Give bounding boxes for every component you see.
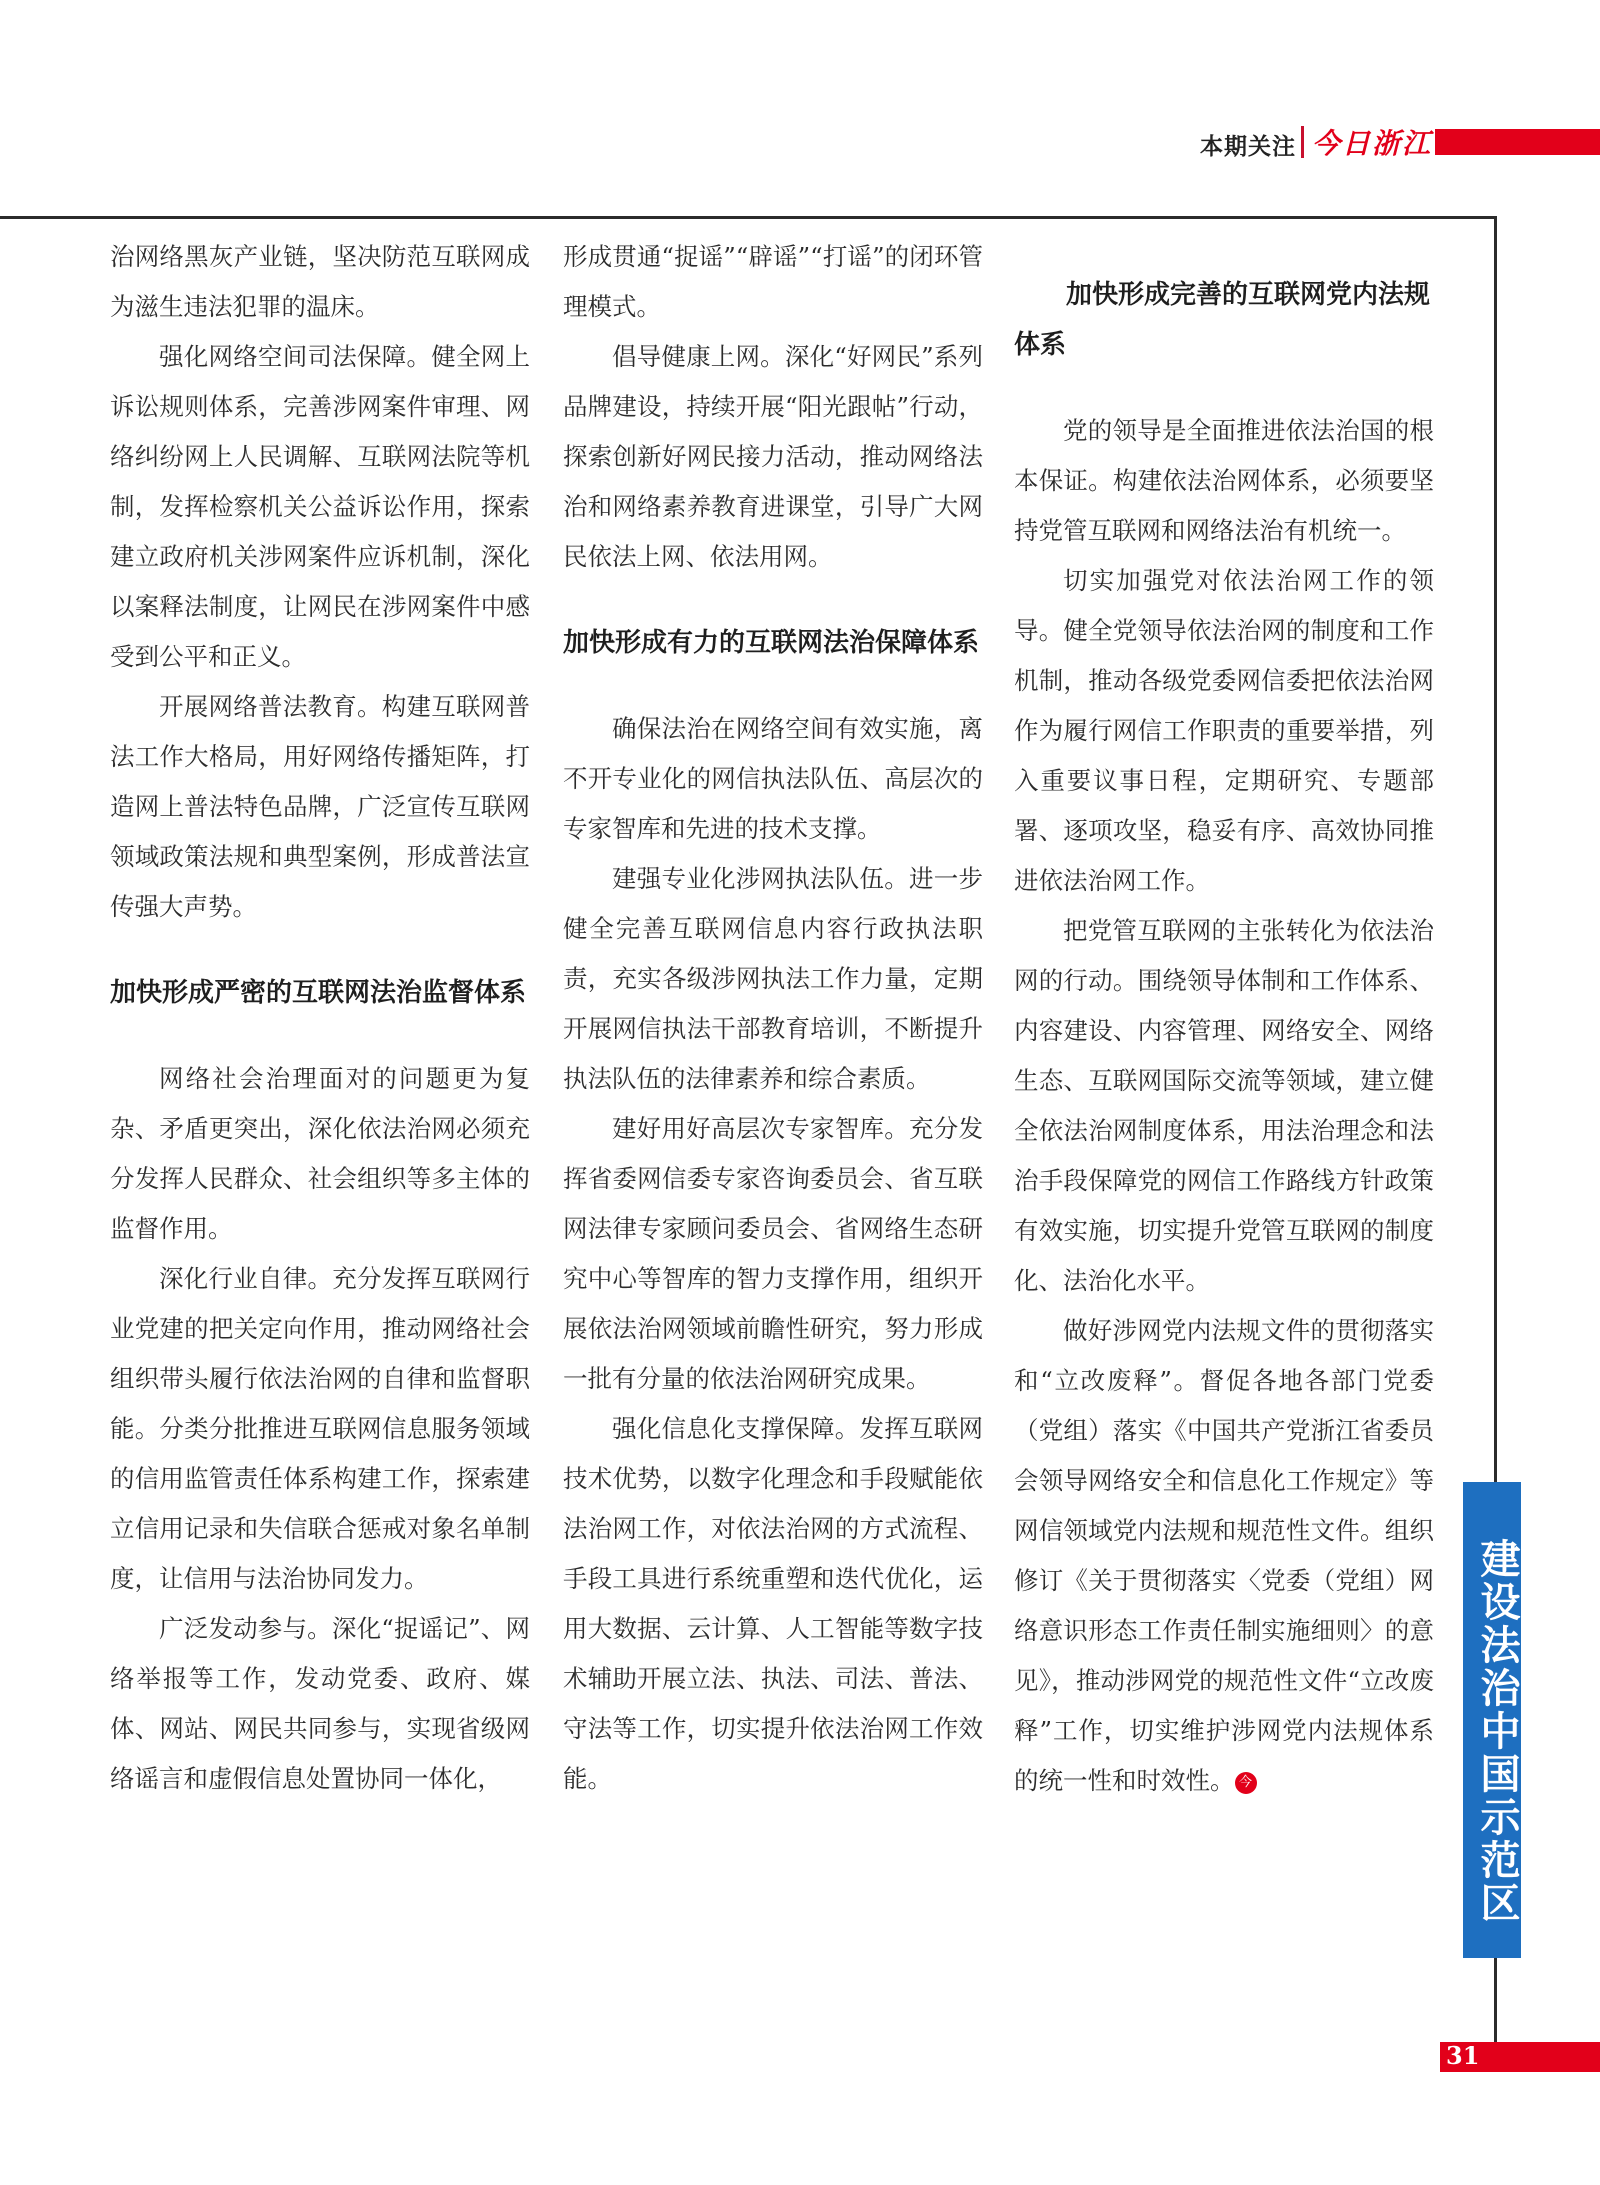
spacer	[1014, 232, 1434, 270]
paragraph-text: 强化网络空间司法保障。健全网上诉讼规则体系，完善涉网案件审理、网络纠纷网上人民调解、互联网法院等机制，发挥检察机关公益诉讼作用，探索建立政府机关涉网案件应诉机制，深化以案释法制度，让网民在涉网案件中感受到公平和正义。	[110, 342, 530, 671]
paragraph-text: 网络社会治理面对的问题更为复杂、矛盾更突出，深化依法治网必须充分发挥人民群众、社会组织等多主体的监督作用。	[110, 1064, 530, 1243]
paragraph	[110, 1254, 530, 1604]
paragraph-text: 做好涉网党内法规文件的贯彻落实和“立改废释”。督促各地各部门党委（党组）落实《中国共产党浙江省委员会领导网络安全和信息化工作规定》等网信领域党内法规和规范性文件。组织修订《关于贯彻落实〈党委（党组）网络意识形态工作责任制实施细则〉的意见》，推动涉网党的规范性文件“立改废释”工作，切实维护涉网党内法规体系的统一性和时效性。	[1014, 1316, 1434, 1795]
page-number: 31	[1446, 2041, 1480, 2070]
spacer	[563, 668, 983, 704]
paragraph-text: 形成贯通“捉谣”“辟谣”“打谣”的闭环管理模式。	[563, 242, 983, 321]
paragraph-text: 治网络黑灰产业链，坚决防范互联网成为滋生违法犯罪的温床。	[110, 242, 530, 321]
frame-top-line	[0, 216, 1497, 219]
article-column-3	[1014, 232, 1434, 1806]
article-column-1	[110, 232, 530, 1804]
spacer	[563, 582, 983, 618]
paragraph	[1014, 556, 1434, 906]
paragraph	[563, 232, 983, 332]
header-divider	[1301, 126, 1304, 158]
paragraph-text: 建好用好高层次专家智库。充分发挥省委网信委专家咨询委员会、省互联网法律专家顾问委员会、省网络生态研究中心等智库的智力支撑作用，组织开展依法治网领域前瞻性研究，努力形成一批有分量的依法治网研究成果。	[563, 1114, 983, 1393]
paragraph	[110, 682, 530, 932]
paragraph	[563, 332, 983, 582]
paragraph-text: 切实加强党对依法治网工作的领导。健全党领导依法治网的制度和工作机制，推动各级党委网信委把依法治网作为履行网信工作职责的重要举措，列入重要议事日程，定期研究、专题部署、逐项攻坚，稳妥有序、高效协同推进依法治网工作。	[1014, 566, 1434, 895]
paragraph	[110, 1604, 530, 1804]
paragraph	[110, 332, 530, 682]
paragraph	[563, 704, 983, 854]
heading-text: 加快形成有力的互联网法治保障体系	[563, 628, 980, 658]
paragraph	[110, 1054, 530, 1254]
paragraph-text: 倡导健康上网。深化“好网民”系列品牌建设，持续开展“阳光跟帖”行动，探索创新好网民接力活动，推动网络法治和网络素养教育进课堂，引导广大网民依法上网、依法用网。	[563, 342, 983, 571]
paragraph	[563, 854, 983, 1104]
spacer	[110, 1018, 530, 1054]
spacer	[1014, 370, 1434, 406]
section-heading	[1014, 270, 1434, 370]
paragraph	[110, 232, 530, 332]
paragraph-text: 深化行业自律。充分发挥互联网行业党建的把关定向作用，推动网络社会组织带头履行依法治网的自律和监督职能。分类分批推进互联网信息服务领域的信用监管责任体系构建工作，探索建立信用记录和失信联合惩戒对象名单制度，让信用与法治协同发力。	[110, 1264, 530, 1593]
paragraph	[1014, 1306, 1434, 1806]
magazine-logo: 今日浙江	[1312, 127, 1433, 160]
spacer	[110, 932, 530, 968]
paragraph-text: 把党管互联网的主张转化为依法治网的行动。围绕领导体制和工作体系、内容建设、内容管理、网络安全、网络生态、互联网国际交流等领域，建立健全依法治网制度体系，用法治理念和法治手段保障党的网信工作路线方针政策有效实施，切实提升党管互联网的制度化、法治化水平。	[1014, 916, 1434, 1295]
paragraph	[563, 1404, 983, 1804]
section-label: 本期关注	[1200, 134, 1296, 160]
section-heading	[563, 618, 983, 668]
paragraph	[563, 1104, 983, 1404]
heading-text: 加快形成完善的互联网党内法规体系	[1014, 280, 1431, 360]
side-banner-title: 建设法治中国示范区	[1463, 1482, 1521, 1958]
paragraph-text: 确保法治在网络空间有效实施，离不开专业化的网信执法队伍、高层次的专家智库和先进的技术支撑。	[563, 714, 983, 843]
end-mark-icon: 今	[1235, 1772, 1257, 1794]
article-column-2	[563, 232, 983, 1804]
paragraph-text: 建强专业化涉网执法队伍。进一步健全完善互联网信息内容行政执法职责，充实各级涉网执法工作力量，定期开展网信执法干部教育培训，不断提升执法队伍的法律素养和综合素质。	[563, 864, 983, 1093]
paragraph-text: 广泛发动参与。深化“捉谣记”、网络举报等工作，发动党委、政府、媒体、网站、网民共同参与，实现省级网络谣言和虚假信息处置协同一体化，	[110, 1614, 530, 1793]
section-heading	[110, 968, 530, 1018]
paragraph-text: 党的领导是全面推进依法治国的根本保证。构建依法治网体系，必须要坚持党管互联网和网络法治有机统一。	[1014, 416, 1434, 545]
header-accent-bar	[1435, 129, 1600, 155]
paragraph	[1014, 406, 1434, 556]
paragraph-text: 强化信息化支撑保障。发挥互联网技术优势，以数字化理念和手段赋能依法治网工作，对依法治网的方式流程、手段工具进行系统重塑和迭代优化，运用大数据、云计算、人工智能等数字技术辅助开展立法、执法、司法、普法、守法等工作，切实提升依法治网工作效能。	[563, 1414, 983, 1793]
heading-text: 加快形成严密的互联网法治监督体系	[110, 978, 527, 1008]
paragraph	[1014, 906, 1434, 1306]
paragraph-text: 开展网络普法教育。构建互联网普法工作大格局，用好网络传播矩阵，打造网上普法特色品牌，广泛宣传互联网领域政策法规和典型案例，形成普法宣传强大声势。	[110, 692, 530, 921]
